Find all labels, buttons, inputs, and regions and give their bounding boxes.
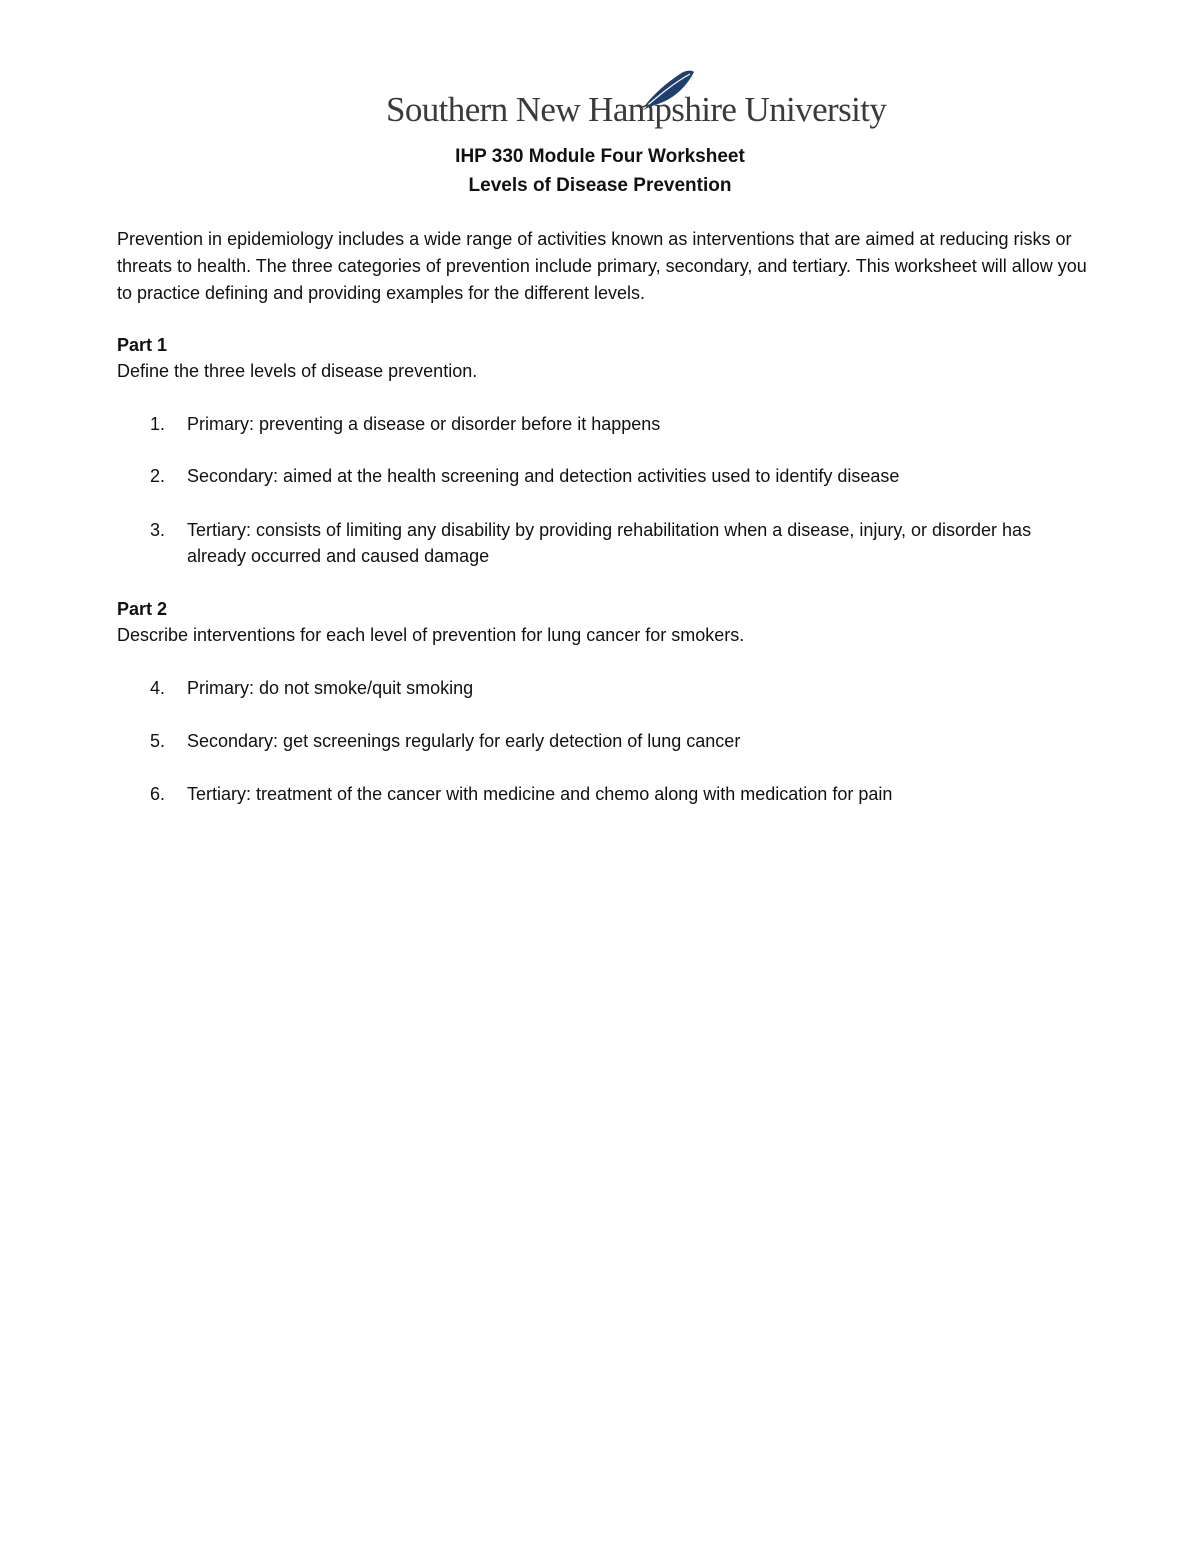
list-text: Primary: preventing a disease or disorder before it happens [187,414,661,434]
list-number: 3. [150,520,166,540]
part2-heading: Part 2 [117,599,168,619]
list-text: Tertiary: consists of limiting any disability by providing rehabilitation when a disease, injury, or disorder has already occurred and caused damage [187,520,1032,566]
part1-instruction: Define the three levels of disease prevention. [117,361,478,381]
worksheet-subtitle: Levels of Disease Prevention [468,175,732,196]
logo-wordmark: Southern New Hampshire University [386,90,887,129]
list-number: 1. [150,414,166,434]
worksheet-title: IHP 330 Module Four Worksheet [455,146,745,167]
list-text: Primary: do not smoke/quit smoking [187,678,474,698]
part1-heading: Part 1 [117,335,168,355]
list-number: 6. [150,784,166,804]
list-text: Tertiary: treatment of the cancer with medicine and chemo along with medication for pain [187,784,893,804]
list-text: Secondary: get screenings regularly for early detection of lung cancer [187,731,741,751]
list-text: Secondary: aimed at the health screening and detection activities used to identify disease [187,466,900,486]
intro-paragraph: Prevention in epidemiology includes a wide range of activities known as interventions that are aimed at reducing risks or threats to health. The three categories of prevention include primary, secondary, and tertiary. This worksheet will allow you to practice defining and providing examples for the different levels. [117,229,1087,303]
university-logo [386,68,887,138]
list-number: 5. [150,731,166,751]
part2-instruction: Describe interventions for each level of prevention for lung cancer for smokers. [117,625,745,645]
list-number: 2. [150,466,166,486]
list-number: 4. [150,678,166,698]
